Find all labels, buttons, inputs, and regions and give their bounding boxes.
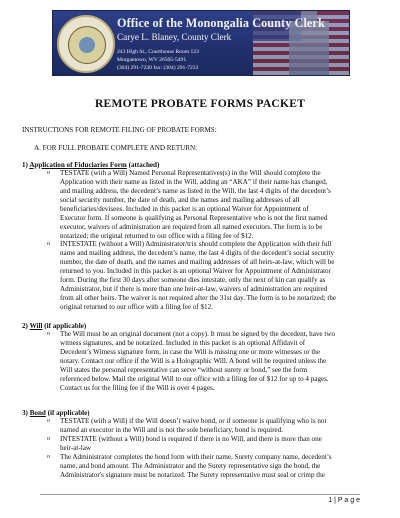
header-banner <box>52 10 350 76</box>
item-3-suffix: (if applicable) <box>45 409 90 417</box>
paragraph-line: number, the date of death, and the names and mailing addresses of all heirs-at-law, which will be <box>60 258 335 266</box>
bullet-icon: o <box>47 436 50 442</box>
paragraph-line: Will states the personal representative can serve “without surety or bond,” see the form <box>60 366 308 374</box>
paragraph-line: notary. Contact our office if the Will is a Holographic Will. A bond will be required unless the <box>60 357 327 365</box>
bullet-icon: o <box>47 331 50 337</box>
paragraph-line: original returned to our office with a filing fee of $12. <box>60 303 213 311</box>
paragraph-line: Administrator's signature must be notarized. The Surety representative must seal or crimp the <box>60 471 325 479</box>
office-title: Office of the Monongalia County Clerk <box>117 16 325 30</box>
item-3-label: Bond <box>29 409 46 417</box>
item-3-number: 3) <box>22 409 28 417</box>
paragraph-line: notarized; the original returned to our office with a filing fee of $12. <box>60 232 254 240</box>
item-1-number: 1) <box>22 161 28 169</box>
footer-divider <box>40 494 360 495</box>
paragraph-line: executor, waivers of administration are required from all named executors. The form is to be <box>60 223 323 231</box>
paragraph-line: referenced below. Mail the original Will to our office with a filing fee of $12 for up to 4 pages. <box>60 375 329 383</box>
paragraph-line: social security number, the date of death, and the names and mailing addresses of all <box>60 196 300 204</box>
paragraph-line: name, and bond amount. The Administrator and the Surety representative sign the bond, the <box>60 462 321 470</box>
instructions-heading: INSTRUCTIONS FOR REMOTE FILING OF PROBATE FORMS: <box>22 126 217 134</box>
paragraph-line: Administrator, but if there is more than one heir-at-law, waivers of administration are required <box>60 285 328 293</box>
bullet-icon: o <box>47 418 50 424</box>
paragraph-line: The Will must be an original document (not a copy). It must be signed by the decedent, have two <box>60 330 335 338</box>
address-line-1: 243 High St., Courthouse Room 123 <box>117 49 199 55</box>
paragraph-line: form. During the first 30 days after someone dies intestate, only the next of kin can qualify as <box>60 276 326 284</box>
paragraph-line: beneficiaries/devisees. Included in this packet is an optional Waiver for Appointment of <box>60 205 309 213</box>
paragraph-line: Decedent’s Witness signature form, in case the Will is missing one or more witnesses or the <box>60 348 321 356</box>
paragraph-line: Application with their name as listed in the Will, adding an “AKA” if their name has changed, <box>60 178 328 186</box>
page-title: REMOTE PROBATE FORMS PACKET <box>94 97 306 110</box>
section-a-heading: A. FOR FULL PROBATE COMPLETE AND RETURN: <box>34 144 198 152</box>
paragraph-line: returned to you. Included in this packet is an optional Waiver for Appointment of Administrator <box>60 267 331 275</box>
paragraph-line: witness signatures, and be notarized. Included in this packet is an optional Affidavit of <box>60 339 306 347</box>
paragraph-line: heir-at-law <box>60 444 91 452</box>
paragraph-line: INTESTATE (without a Will) bond is required if there is no Will, and there is more than one <box>60 435 322 443</box>
item-1-label: Application of Fiduciaries Form <box>29 161 127 169</box>
paragraph-line: The Administrator completes the bond form with their name, Surety company name, decedent’s <box>60 453 332 461</box>
page-number: 1 | P a g e <box>328 497 360 504</box>
bullet-icon: o <box>47 241 50 247</box>
paragraph-line: Contact us for the filing fee if the Will is over 4 pages. <box>60 384 215 392</box>
paragraph-line: TESTATE (with a Will) if the Will doesn’t waive bond, or if someone is qualifying who is not <box>60 417 327 425</box>
paragraph-line: name and mailing address, the decedent’s name, the last 4 digits of the decedent’s social security <box>60 249 335 257</box>
item-2-suffix: (if applicable) <box>42 322 87 330</box>
paragraph-line: Executor form. If someone is qualifying as Personal Representative who is not the first named <box>60 214 328 222</box>
phone-line: (304) 291-7230 fax: (304) 291-7233 <box>117 65 199 71</box>
paragraph-line: from all other heirs. The waiver is not required after the 31st day. The form is to be notarized; the <box>60 294 337 302</box>
paragraph-line: named an executor in the Will and is not the sole beneficiary, bond is required. <box>60 426 283 434</box>
bullet-icon: o <box>47 170 50 176</box>
item-2-number: 2) <box>22 322 28 330</box>
county-seal-icon <box>57 15 115 73</box>
paragraph-line: and mailing address, the decedent’s name as listed in the Will, the last 4 digits of the decedent’s <box>60 187 331 195</box>
item-2-label: Will <box>29 322 43 330</box>
bullet-icon: o <box>47 454 50 460</box>
paragraph-line: TESTATE (with a Will) Named Personal Representatives(s) in the Will should complete the <box>60 169 321 177</box>
clerk-name: Carye L. Blaney, County Clerk <box>117 32 232 42</box>
item-1-suffix: (attached) <box>126 161 160 169</box>
paragraph-line: INTESTATE (without a Will) Administrator/trix should complete the Application with their full <box>60 240 332 248</box>
address-line-2: Morgantown, WV 26505-5491 <box>117 57 187 63</box>
